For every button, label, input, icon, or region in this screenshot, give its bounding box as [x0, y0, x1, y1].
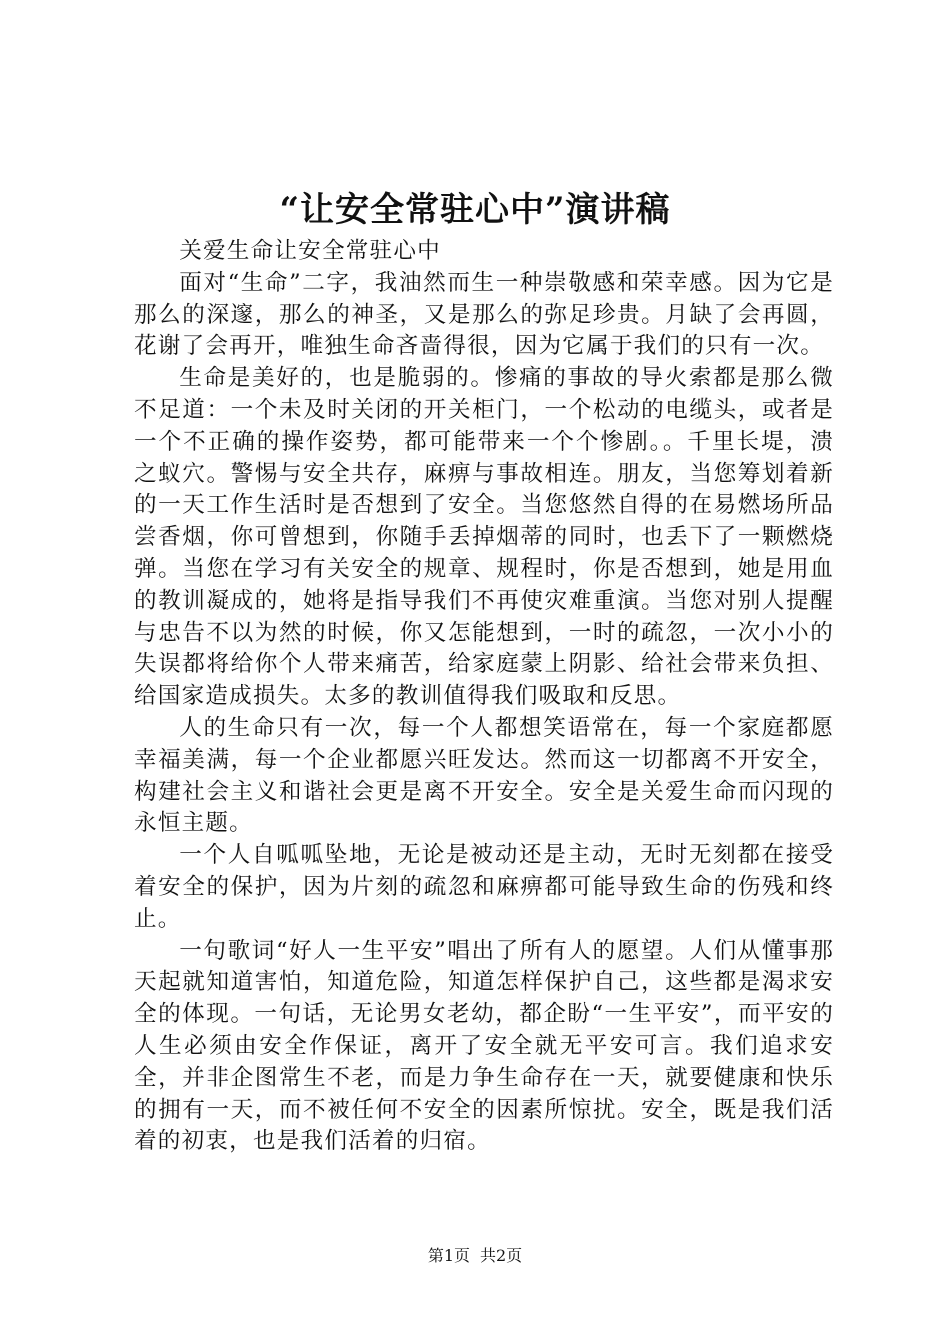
paragraph: 人的生命只有一次，每一个人都想笑语常在，每一个家庭都愿幸福美满，每一个企业都愿兴旺发达。然而这一切都离不开安全，构建社会主义和谐社会更是离不开安全。安全是关爱生命而闪现的永恒主题。	[134, 714, 834, 837]
paragraph: 面对“生命”二字，我油然而生一种崇敬感和荣幸感。因为它是那么的深邃，那么的神圣，又是那么的弥足珍贵。月缺了会再圆，花谢了会再开，唯独生命吝啬得很，因为它属于我们的只有一次。	[134, 269, 834, 360]
document-body	[134, 236, 834, 1158]
paragraph-subtitle: 关爱生命让安全常驻心中	[179, 238, 441, 264]
paragraph: 生命是美好的，也是脆弱的。惨痛的事故的导火索都是那么微不足道：一个未及时关闭的开关柜门，一个松动的电缆头，或者是一个不正确的操作姿势，都可能带来一个个惨剧。。千里长堤，溃之蚁穴。警惕与安全共存，麻痹与事故相连。朋友，当您筹划着新的一天工作生活时是否想到了安全。当您悠然自得的在易燃场所品尝香烟，你可曾想到，你随手丢掉烟蒂的同时，也丢下了一颗燃烧弹。当您在学习有关安全的规章、规程时，你是否想到，她是用血的教训凝成的，她将是指导我们不再使灾难重演。当您对别人提醒与忠告不以为然的时候，你又怎能想到，一时的疏忽，一次小小的失误都将给你个人带来痛苦，给家庭蒙上阴影、给社会带来负担、给国家造成损失。太多的教训值得我们吸取和反思。	[134, 365, 834, 710]
page-footer	[0, 1245, 950, 1267]
document-title: “让安全常驻心中”演讲稿	[279, 190, 671, 230]
paragraph: 一个人自呱呱坠地，无论是被动还是主动，无时无刻都在接受着安全的保护，因为片刻的疏忽和麻痹都可能导致生命的伤残和终止。	[134, 842, 834, 932]
page-number-total: 共2页	[480, 1246, 523, 1265]
paragraph: 一句歌词“好人一生平安”唱出了所有人的愿望。人们从懂事那天起就知道害怕，知道危险，知道怎样保护自己，这些都是渴求安全的体现。一句话，无论男女老幼，都企盼“一生平安”，而平安的人生必须由安全作保证，离开了安全就无平安可言。我们追求安全，并非企图常生不老，而是力争生命存在一天，就要健康和快乐的拥有一天，而不被任何不安全的因素所惊扰。安全，既是我们活着的初衷，也是我们活着的归宿。	[134, 937, 834, 1155]
page-number-current: 第1页	[427, 1246, 470, 1265]
